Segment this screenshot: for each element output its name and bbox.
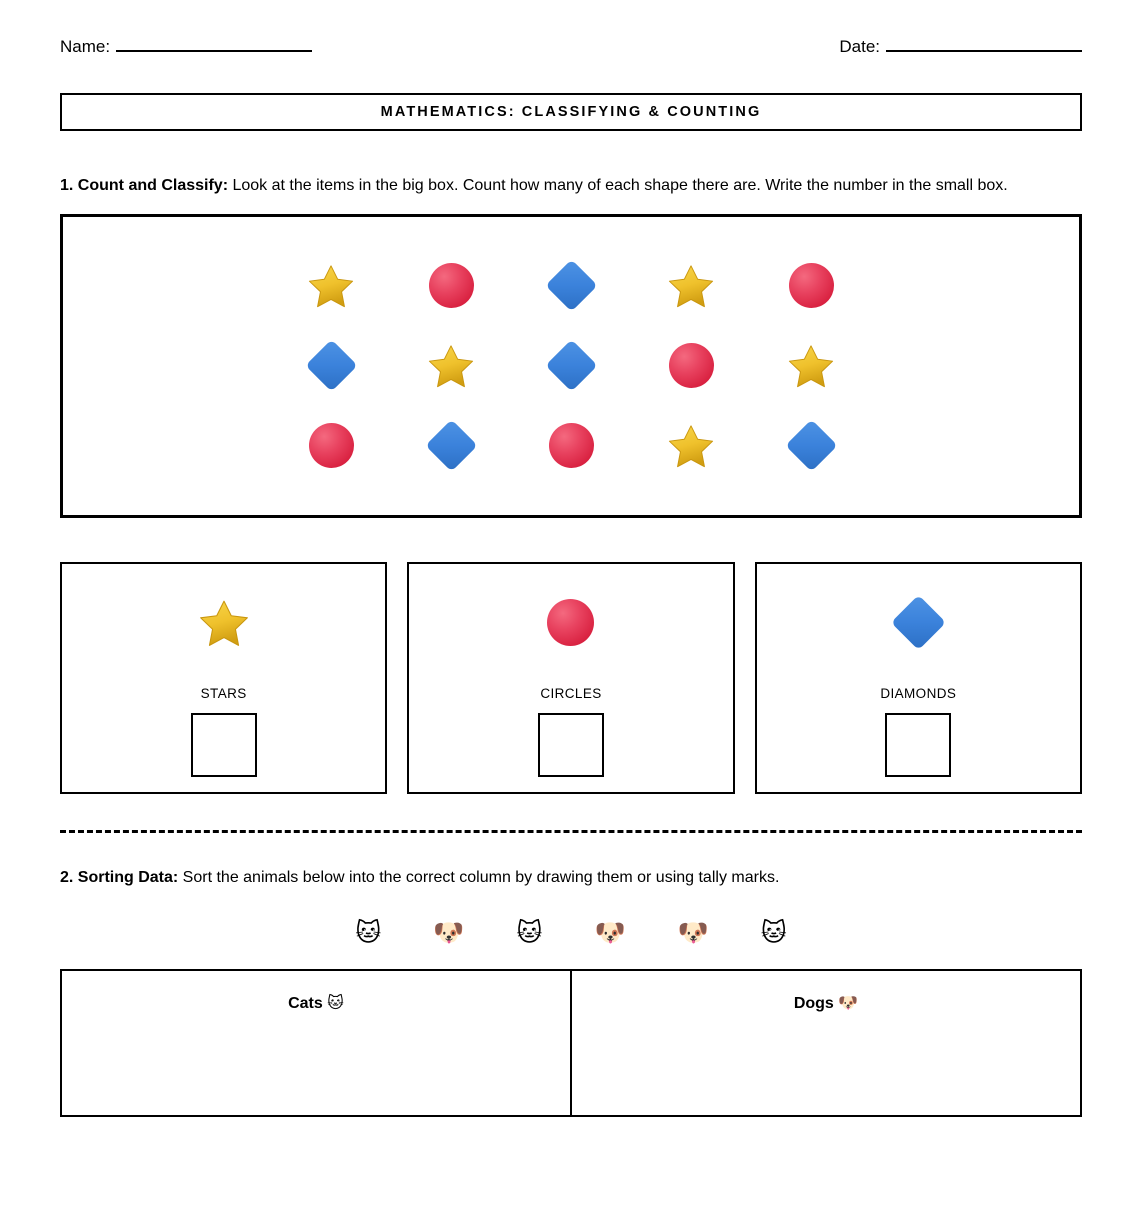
shape-cell-circle: [305, 420, 357, 472]
shape-cell-diamond: [785, 420, 837, 472]
shape-cell-star: [665, 420, 717, 472]
shape-cell-diamond: [545, 260, 597, 312]
shape-cell-diamond: [425, 420, 477, 472]
diamond-icon: [305, 340, 357, 392]
category-boxes-row: [60, 562, 1082, 794]
name-field-group: [60, 38, 312, 56]
section2-instruction-text: Sort the animals below into the correct column by drawing them or using tally marks.: [178, 868, 780, 886]
category-label: CIRCLES: [540, 685, 602, 701]
dog-icon: 🐶: [594, 917, 626, 947]
cat-icon: 🐱: [760, 917, 787, 947]
circle-icon: [789, 263, 834, 308]
sorting-column-header: Dogs 🐶: [793, 995, 859, 1013]
section1-instruction-text: Look at the items in the big box. Count how many of each shape there are. Write the number in the small box.: [228, 177, 1008, 194]
date-field-group: [839, 38, 1082, 56]
category-shape-sample: [198, 594, 250, 652]
category-answer-box[interactable]: [538, 713, 604, 777]
date-label: Date:: [839, 37, 880, 56]
shape-cell-circle: [545, 420, 597, 472]
section1-instruction: [60, 175, 1060, 198]
shapes-collection-box: [60, 214, 1082, 518]
dog-icon: 🐶: [677, 917, 709, 947]
page-title: MATHEMATICS: CLASSIFYING & COUNTING: [380, 104, 762, 120]
shape-row: [305, 326, 837, 406]
star-icon: [787, 342, 835, 390]
circle-icon: [309, 423, 354, 468]
shape-cell-circle: [785, 260, 837, 312]
diamond-icon: [545, 260, 597, 312]
sorting-column-header: Cats 🐱: [288, 995, 344, 1013]
diamond-icon: [785, 420, 837, 472]
title-banner: [60, 93, 1082, 131]
circle-icon: [547, 599, 594, 646]
diamond-icon: [545, 340, 597, 392]
shape-row: [305, 246, 837, 326]
star-icon: [198, 597, 250, 649]
section2-instruction: [60, 867, 1060, 890]
sorting-column-cats[interactable]: [62, 971, 570, 1115]
section2-number-label: 2. Sorting Data:: [60, 868, 179, 886]
shape-cell-diamond: [305, 340, 357, 392]
category-answer-box[interactable]: [191, 713, 257, 777]
name-date-row: [60, 0, 1082, 56]
circle-icon: [669, 343, 714, 388]
category-label: STARS: [200, 685, 247, 701]
category-box-diamonds: [755, 562, 1082, 794]
sorting-column-dogs[interactable]: [570, 971, 1080, 1115]
circle-icon: [549, 423, 594, 468]
dog-icon: 🐶: [433, 917, 465, 947]
shape-cell-star: [425, 340, 477, 392]
animal-strip: [60, 915, 1082, 949]
circle-icon: [429, 263, 474, 308]
star-icon: [667, 262, 715, 310]
shape-cell-circle: [425, 260, 477, 312]
category-box-stars: [60, 562, 387, 794]
shape-cell-star: [305, 260, 357, 312]
name-label: Name:: [60, 37, 111, 56]
star-icon: [427, 342, 475, 390]
star-icon: [307, 262, 355, 310]
date-write-line[interactable]: [886, 50, 1082, 52]
shape-row: [305, 406, 837, 486]
cat-icon: 🐱: [516, 917, 543, 947]
star-icon: [667, 422, 715, 470]
diamond-icon: [891, 595, 946, 650]
category-shape-sample: [547, 594, 594, 652]
category-label: DIAMONDS: [880, 685, 957, 701]
cat-icon: 🐱: [355, 917, 382, 947]
section1-number-label: 1. Count and Classify:: [60, 177, 229, 194]
category-box-circles: [407, 562, 734, 794]
shape-cell-star: [785, 340, 837, 392]
name-write-line[interactable]: [116, 50, 312, 52]
shape-cell-star: [665, 260, 717, 312]
diamond-icon: [425, 420, 477, 472]
shape-cell-diamond: [545, 340, 597, 392]
section-divider: [60, 830, 1082, 833]
category-answer-box[interactable]: [885, 713, 951, 777]
shape-cell-circle: [665, 340, 717, 392]
sorting-table: [60, 969, 1082, 1117]
category-shape-sample: [899, 594, 938, 652]
